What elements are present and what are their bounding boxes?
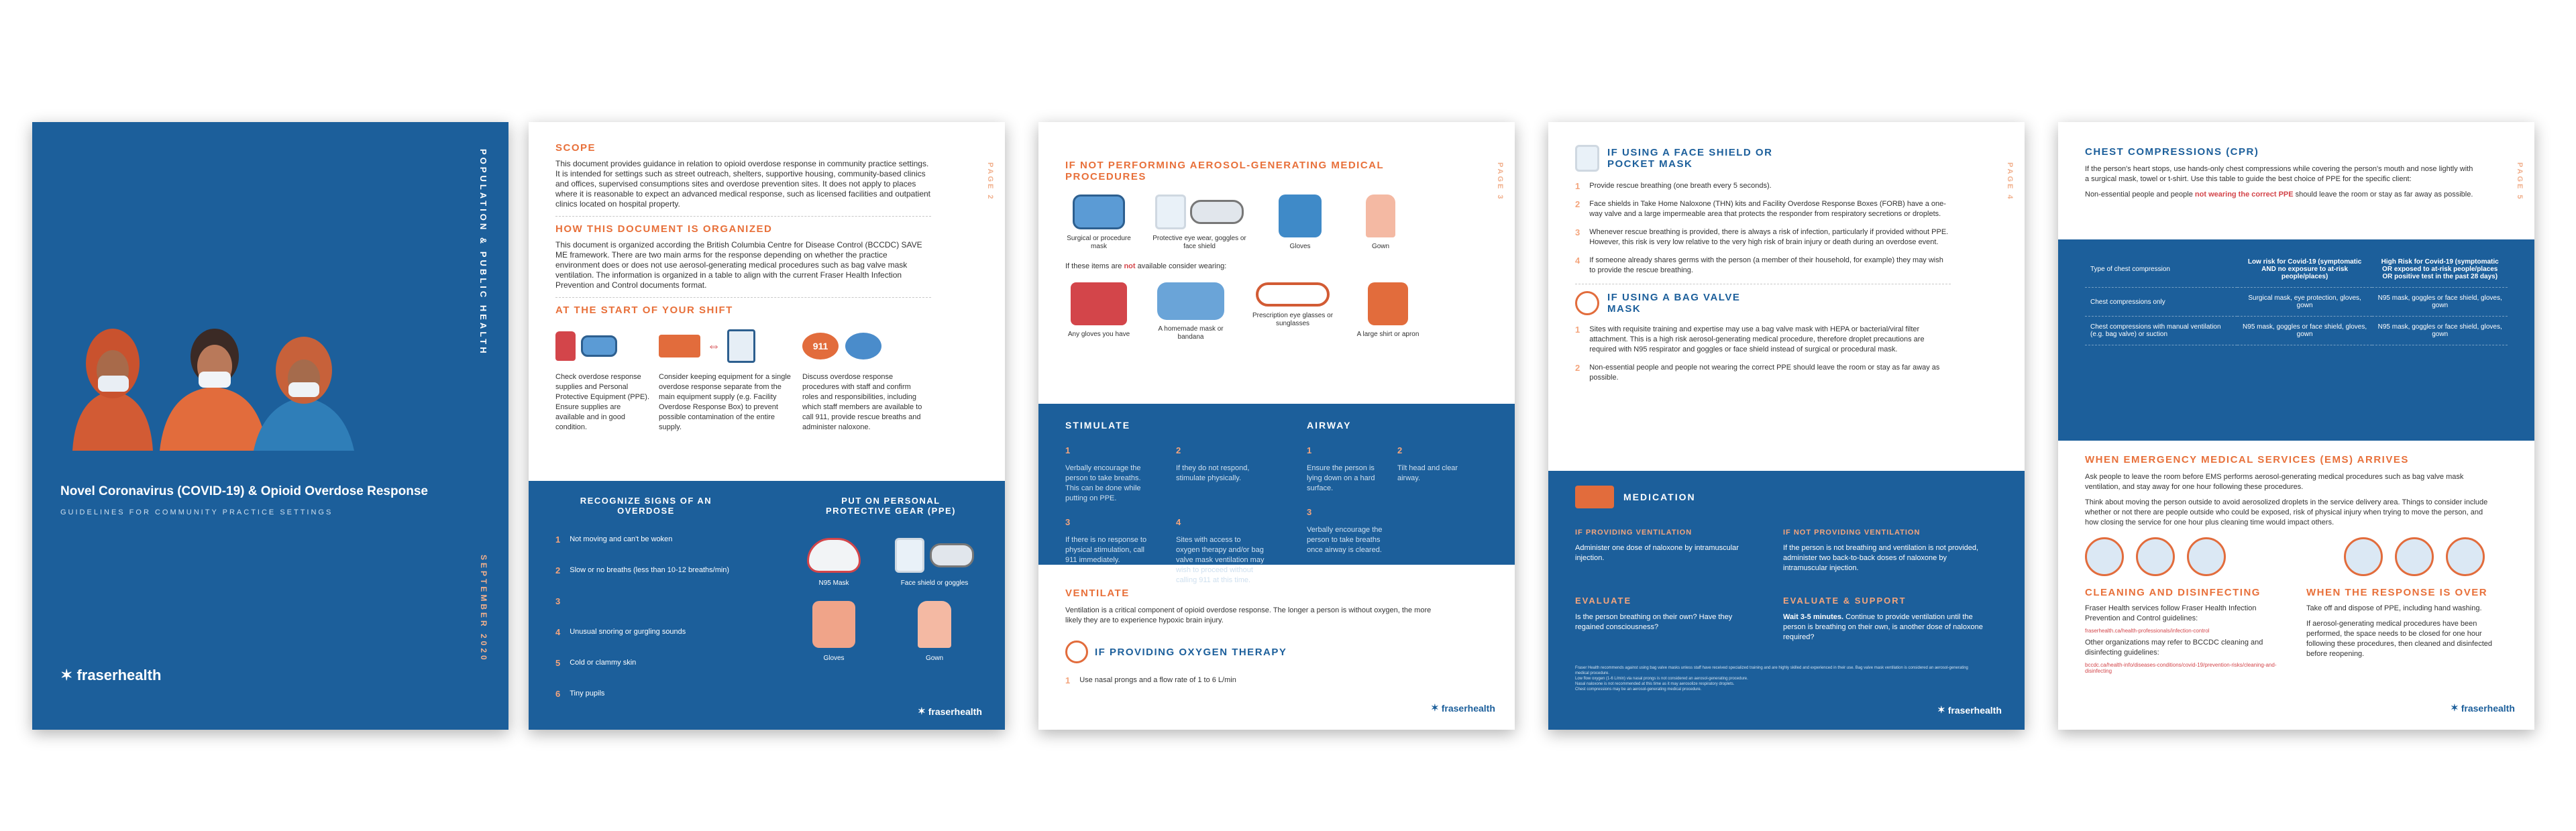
step-number: 2 (1575, 199, 1580, 209)
alt-caption: A large shirt or apron (1356, 331, 1419, 338)
ppe-table (2085, 252, 2508, 345)
medication-heading: MEDICATION (1623, 492, 1696, 502)
divider (555, 216, 931, 217)
med-left-heading: IF PROVIDING VENTILATION (1575, 529, 1693, 537)
cover-date: SEPTEMBER 2020 (479, 555, 488, 663)
table-header-cell: High Risk for Covid-19 (symptomatic OR exposed to at-risk people/places OR positive test in the past 28 days) (2372, 252, 2508, 288)
scope-heading: SCOPE (555, 142, 596, 154)
face-shield-icon (1575, 145, 1599, 172)
scope-text: This document provides guidance in relation to opioid overdose response in community practice settings. It is intended for settings such as street outreach, shelters, supportive housing, community-based clinics and offices, supervised consumptions sites and overdose prevention sites. It does not apply to places where it is reasonable to expect an advanced medical response, such as licensed facilities and outpatient clinics located on hospital property. (555, 159, 931, 209)
table-cell: N95 mask, goggles or face shield, gloves, gown (2372, 317, 2508, 345)
mask-icon (581, 335, 617, 357)
shield-step: If someone already shares germs with the person (a member of their household, for example) they may wish to provide the rescue breathing. (1589, 256, 1943, 274)
table-header-row (2085, 252, 2508, 288)
evaluate-support-heading: EVALUATE & SUPPORT (1783, 596, 1907, 606)
cleaning-surface-icon (2187, 537, 2226, 576)
airway-heading: AIRWAY (1307, 420, 1352, 431)
sign-number: 4 (555, 627, 561, 637)
cover-side-label: POPULATION & PUBLIC HEALTH (478, 149, 488, 356)
cpr-text: If the person's heart stops, use hands-only chest compressions while covering the person's mouth and nose lightly with a surgical mask, towel or t-shirt. Use this table to guide the best choice of PPE for the specific client: (2085, 165, 2473, 183)
cover-title: Novel Coronavirus (COVID-19) & Opioid Overdose Response (60, 484, 428, 498)
speech-bubble-icon (845, 333, 881, 359)
face-shield-icon (895, 538, 924, 573)
oxygen-heading: IF PROVIDING OXYGEN THERAPY (1095, 646, 1287, 658)
sign-item: Slow or no breaths (less than 10-12 breaths/min) (570, 566, 730, 574)
table-cell: Surgical mask, eye protection, gloves, gown (2237, 288, 2373, 317)
ppe-caption: Protective eye wear, goggles or face shield (1152, 235, 1246, 250)
step-number: 4 (1575, 256, 1580, 266)
fraserhealth-logo: ✶ fraserhealth (918, 706, 982, 717)
step-number: 3 (1065, 517, 1071, 527)
container-icon (727, 329, 755, 363)
ventilate-heading: VENTILATE (1065, 588, 1130, 599)
n95-mask-icon (807, 538, 861, 573)
sign-item: Unusual snoring or gurgling sounds (570, 628, 686, 636)
evaluate-heading: EVALUATE (1575, 596, 1632, 606)
sign-item: Not moving and can't be woken (570, 535, 673, 543)
sign-number: 3 (555, 596, 561, 606)
page-tag: PAGE 4 (2006, 162, 2014, 201)
med-right-text: If the person is not breathing and ventilation is not provided, administer two back-to-back doses of naloxone by intramuscular injection. (1783, 544, 1979, 572)
hand-washing-icon (2344, 537, 2383, 576)
table-row (2085, 317, 2508, 345)
page-tag: PAGE 2 (986, 162, 994, 201)
step-number: 1 (1575, 181, 1580, 191)
step-number: 3 (1575, 227, 1580, 237)
ems-text-2: Think about moving the person outside to avoid aerosolized droplets in the service delivery area. Things to consider include whether or not there are people outside who could be exposed, risk of physical injury when trying to move the person, and how closing the service for one hour plus cleaning time would impact others. (2085, 498, 2488, 527)
step-number: 1 (1307, 445, 1312, 455)
divider (555, 297, 931, 298)
alt-caption: Any gloves you have (1067, 331, 1130, 338)
table-row (2085, 288, 2508, 317)
table-cell: N95 mask, goggles or face shield, gloves, gown (2237, 317, 2373, 345)
shift-item-2: Consider keeping equipment for a single overdose response separate from the main equipment supply (e.g. Facility Overdose Response Box) to prevent possible contamination of the entire supply. (659, 373, 791, 431)
cleaning-wipe-icon (2136, 537, 2175, 576)
bag-valve-mask-icon (1575, 291, 1599, 315)
aerosol-heading: IF NOT PERFORMING AEROSOL-GENERATING MEDICAL PROCEDURES (1065, 160, 1384, 182)
shield-step: Provide rescue breathing (one breath every 5 seconds). (1589, 182, 1772, 190)
sign-number: 6 (555, 689, 561, 699)
fraserhealth-logo: ✶ fraserhealth (2451, 702, 2515, 714)
stimulate-heading: STIMULATE (1065, 420, 1131, 431)
fraserhealth-logo-icon: ✶ (1431, 702, 1439, 713)
surgical-mask-icon (1073, 195, 1125, 229)
ppe-caption: Gown (925, 655, 944, 662)
overdose-band (529, 481, 1005, 730)
cover-page (32, 122, 508, 730)
shift-item-1: Check overdose response supplies and Personal Protective Equipment (PPE). Ensure supplies are available and in good condition. (555, 373, 650, 431)
stimulate-airway-band (1038, 404, 1515, 584)
evaluate-text: Is the person breathing on their own? Have they regained consciousness? (1575, 613, 1733, 631)
evaluate-support-text: Wait 3-5 minutes. Continue to provide ventilation until the person is breathing on their own, is another dose of naloxone required? (1783, 613, 1983, 641)
response-over-text-2: If aerosol-generating medical procedures have been performed, the space needs to be closed for one hour following these procedures, then cleaned and disinfected before reopening. (2306, 620, 2493, 658)
cleaning-heading: CLEANING AND DISINFECTING (2085, 587, 2261, 598)
airway-step: Verbally encourage the person to take breaths once airway is cleared. (1307, 526, 1383, 554)
step-number: 2 (1397, 445, 1403, 455)
med-left-text: Administer one dose of naloxone by intramuscular injection. (1575, 544, 1739, 562)
remove-ppe-icon (2395, 537, 2434, 576)
ppe-caption: Gloves (1289, 243, 1311, 250)
step-number: 1 (1065, 675, 1071, 685)
step-number: 2 (1176, 445, 1181, 455)
cpr-warning: Non-essential people and people not wearing the correct PPE should leave the room or stay as far away as possible. (2085, 190, 2473, 199)
illustration-people (59, 317, 435, 451)
signs-heading: RECOGNIZE SIGNS OF AN OVERDOSE (580, 496, 712, 516)
stimulate-step: If they do not respond, stimulate physically. (1176, 464, 1250, 482)
response-over-text-1: Take off and dispose of PPE, including hand washing. (2306, 604, 2482, 612)
bag-step: Non-essential people and people not wearing the correct PPE should leave the room or stay as far away as possible. (1589, 364, 1940, 382)
ems-text-1: Ask people to leave the room before EMS performs aerosol-generating medical procedures such as bag valve mask ventilation, and stay away for one hour following these procedures. (2085, 473, 2464, 491)
medication-band (1548, 471, 2025, 730)
alt-caption: A homemade mask or bandana (1158, 325, 1224, 341)
bag-valve-heading: IF USING A BAG VALVE MASK (1607, 292, 1741, 315)
speech-bubble-911-icon: 911 (802, 333, 839, 359)
step-number: 2 (1575, 363, 1580, 373)
bag-step: Sites with requisite training and expertise may use a bag valve mask with HEPA or bacterial/viral filter attachment. This is a high risk aerosol-generating medical procedure, therefore droplet precautions are required with N95 respirator and goggles or face shield instead of surgical or procedural mask. (1589, 325, 1925, 353)
dispose-icon (2446, 537, 2485, 576)
cleaning-text-2: Other organizations may refer to BCCDC cleaning and disinfecting guidelines: (2085, 639, 2263, 657)
sign-item: Cold or clammy skin (570, 659, 637, 667)
homemade-mask-icon (1157, 282, 1224, 320)
naloxone-kit-icon (1575, 486, 1614, 508)
step-number: 1 (1065, 445, 1071, 455)
organized-heading: HOW THIS DOCUMENT IS ORGANIZED (555, 223, 773, 235)
cleaning-link-2[interactable]: bccdc.ca/health-info/diseases-conditions/covid-19/prevention-risks/cleaning-and-disinfecting (2085, 662, 2277, 674)
ppe-caption: Gloves (823, 655, 845, 662)
stimulate-step: Verbally encourage the person to take breaths. This can be done while putting on PPE. (1065, 464, 1141, 502)
fraserhealth-logo: ✶ fraserhealth (1431, 702, 1495, 714)
step-number: 4 (1176, 517, 1181, 527)
shift-heading: AT THE START OF YOUR SHIFT (555, 304, 733, 316)
overdose-box-icon (659, 335, 700, 357)
table-header-cell: Type of chest compression (2085, 252, 2237, 288)
table-cell: Chest compressions with manual ventilation (e.g. bag valve) or suction (2085, 317, 2237, 345)
ems-heading: WHEN EMERGENCY MEDICAL SERVICES (EMS) ARRIVES (2085, 454, 2409, 465)
cleaning-text: Fraser Health services follow Fraser Health Infection Prevention and Control guidelines: (2085, 604, 2257, 622)
page-2 (529, 122, 1005, 730)
cover-subtitle: GUIDELINES FOR COMMUNITY PRACTICE SETTINGS (60, 508, 333, 516)
goggles-icon (930, 543, 974, 567)
ppe-caption: Face shield or goggles (900, 579, 969, 587)
page-3 (1038, 122, 1515, 730)
page-5 (2058, 122, 2534, 730)
fraserhealth-logo: ✶ fraserhealth (1937, 704, 2002, 716)
sign-number: 5 (555, 658, 561, 668)
page-4 (1548, 122, 2025, 730)
shield-step: Face shields in Take Home Naloxone (THN) kits and Facility Overdose Response Boxes (FORB) have a one-way valve and a large impermeable area that protects the responder from respiratory secretions or droplets. (1589, 200, 1946, 218)
sign-number: 1 (555, 535, 561, 545)
sign-item: Tiny pupils (570, 689, 605, 698)
ppe-heading: PUT ON PERSONAL PROTECTIVE GEAR (PPE) (825, 496, 957, 516)
fraserhealth-logo-icon: ✶ (1937, 704, 1945, 715)
any-gloves-icon (1071, 282, 1127, 325)
page-tag: PAGE 3 (1496, 162, 1504, 201)
stimulate-step: If there is no response to physical stimulation, call 911 immediately. (1065, 536, 1147, 564)
response-over-heading: WHEN THE RESPONSE IS OVER (2306, 587, 2488, 598)
table-header-cell: Low risk for Covid-19 (symptomatic AND no exposure to at-risk people/places) (2237, 252, 2373, 288)
cleaning-link[interactable]: fraserhealth.ca/health-professionals/infection-control (2085, 628, 2210, 634)
face-shield-heading: IF USING A FACE SHIELD OR POCKET MASK (1607, 147, 1773, 170)
gloves-icon (1279, 195, 1322, 237)
alt-caption: Prescription eye glasses or sunglasses (1252, 312, 1334, 327)
shift-item-3: Discuss overdose response procedures with staff and confirm roles and responsibilities, including which staff members are available to call 911, provide rescue breaths and administer naloxone. (802, 373, 922, 431)
med-right-heading: IF NOT PROVIDING VENTILATION (1783, 529, 1921, 537)
cleaning-spray-icon (2085, 537, 2124, 576)
face-shield-icon (1155, 195, 1186, 229)
ppe-caption: Surgical or procedure mask (1067, 235, 1131, 250)
cpr-table-band (2058, 239, 2534, 441)
gloves-icon (812, 601, 855, 648)
airway-step: Ensure the person is lying down on a hard surface. (1307, 464, 1375, 492)
fraserhealth-logo-icon: ✶ (2451, 702, 2459, 713)
stimulate-step: Sites with access to oxygen therapy and/or bag valve mask ventilation may wish to proceed without calling 911 at this time. (1176, 536, 1265, 584)
gown-icon (1366, 195, 1395, 237)
fraserhealth-logo-icon: ✶ (918, 706, 926, 716)
gown-icon (918, 601, 951, 648)
ventilate-text: Ventilation is a critical component of opioid overdose response. The longer a person is without oxygen, the more likely they are to experience hypoxic brain injury. (1065, 606, 1432, 624)
table-cell: N95 mask, goggles or face shield, gloves, gown (2372, 288, 2508, 317)
table-cell: Chest compressions only (2085, 288, 2237, 317)
cover-logo: ✶ fraserhealth (60, 667, 162, 683)
organized-text: This document is organized according the British Columbia Centre for Disease Control (BCCDC) SAVE ME framework. There are two main arms for the response depending on whether the practice environment does or does not use aerosol-generating medical procedures such as bag valve mask ventilation. The information is organized in a table to align with the current Fraser Health Infection Prevention and Control documents format. (555, 240, 922, 290)
apron-icon (1368, 282, 1408, 325)
step-number: 3 (1307, 507, 1312, 517)
step-number: 1 (1575, 325, 1580, 335)
airway-step: Tilt head and clear airway. (1397, 464, 1458, 482)
ppe-caption: Gown (1371, 243, 1390, 250)
footnotes: Fraser Health recommends against using bag valve masks unless staff have received specialized training and are highly skilled and experienced in their use. Bag valve mask ventilation is considered an aerosol-generating medical procedure. Low flow oxygen (1-6 L/min) via nasal prongs is not considered an aerosol-generating procedure. Nasal naloxone is not recommended at this time as it may aerosolize respiratory droplets. Chest compressions may be an aerosol-generating medical procedure. (1575, 666, 1968, 691)
separate-arrow-icon: ⇔ (707, 338, 720, 353)
eyeglasses-icon (1256, 282, 1330, 307)
ppe-caption: N95 Mask (818, 579, 849, 587)
cpr-heading: CHEST COMPRESSIONS (CPR) (2085, 146, 2259, 158)
goggles-icon (1190, 200, 1244, 224)
sign-number: 2 (555, 565, 561, 575)
alternative-text: If these items are not available consider wearing: (1065, 262, 1227, 270)
oxygen-step: Use nasal prongs and a flow rate of 1 to 6 L/min (1079, 676, 1236, 684)
page-tag: PAGE 5 (2516, 162, 2524, 201)
shield-step: Whenever rescue breathing is provided, there is always a risk of infection, particularly if provided without PPE. However, this risk is very low relative to the very high risk of brain injury or death during an overdose event. (1589, 228, 1949, 246)
gloves-icon (555, 331, 576, 361)
oxygen-icon (1065, 641, 1088, 663)
fraserhealth-logo-icon: ✶ (60, 667, 73, 683)
